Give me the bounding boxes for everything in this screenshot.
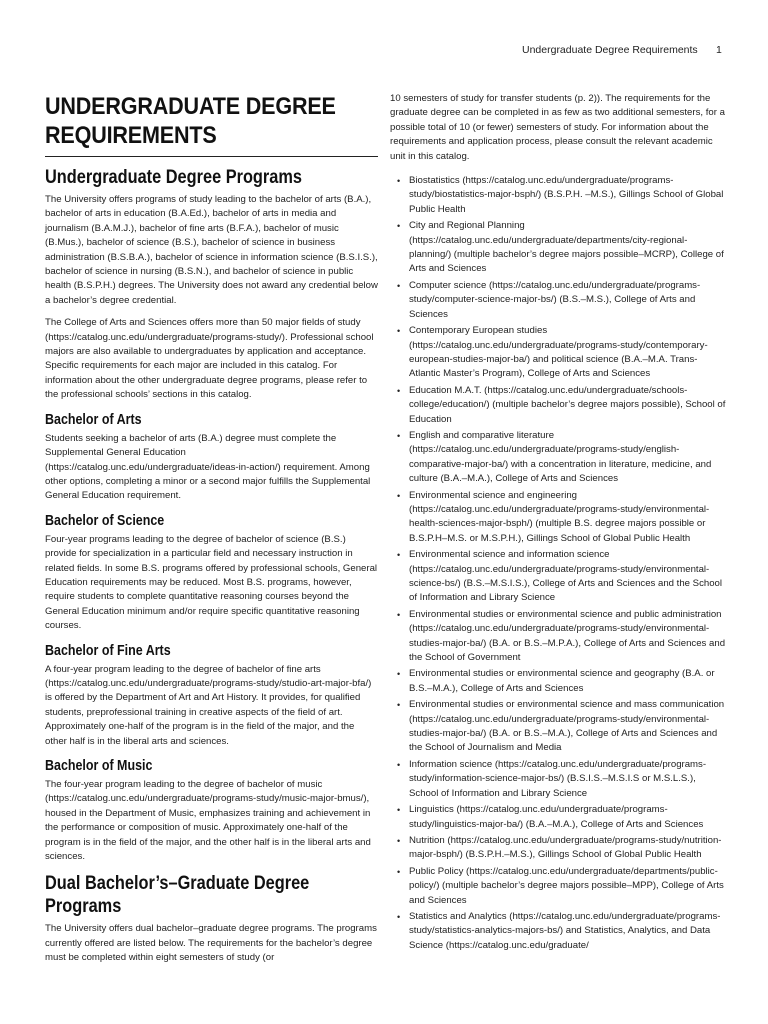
list-item [390, 174, 726, 217]
list-item [390, 910, 726, 953]
bullet-icon: • [397, 609, 401, 620]
bullet-icon: • [397, 700, 401, 711]
bullet-icon: • [397, 221, 401, 232]
list-item-text: Environmental science and engineering (https://catalog.unc.edu/undergraduate/programs-study/environmental-health-sciences-major-bsph/) (multiple B.S. degree majors possible or B.S.P.H–M.S. or M.S.P.H.), Gillings School of Global Public Health [409, 489, 710, 544]
list-item-text: Statistics and Analytics (https://catalog.unc.edu/undergraduate/programs-study/statistics-analytics-majors-bs/) and Statistics, Analytics, and Data Science (https://catalog.unc.edu/graduate/ [409, 910, 721, 951]
list-item-text: Biostatistics (https://catalog.unc.edu/undergraduate/programs-study/biostatistics-major-bsph/) (B.S.P.H. –M.S.), Gillings School of Global Public Health [409, 175, 724, 215]
list-item-text: Education M.A.T. (https://catalog.unc.edu/undergraduate/schools-college/education/) (multiple bachelor’s degree majors possible), School of Education [409, 384, 726, 425]
list-item-text: Environmental studies or environmental science and mass communication (https://catalog.unc.edu/undergraduate/programs-study/environmental-studies-major-ba/) (B.A. or B.S.–M.A.), College of Arts and Sciences and the School of Journalism and Media [409, 699, 725, 754]
list-item [390, 803, 726, 832]
list-item [390, 279, 726, 322]
list-item [390, 489, 726, 547]
list-item [390, 429, 726, 487]
bullet-icon: • [397, 430, 401, 441]
list-item [390, 667, 726, 696]
programs-paragraph-1: The University offers programs of study leading to the bachelor of arts (B.A.), bachelor of arts in education (B.A.Ed.), bachelor of arts in media and journalism (B.A.M.J.), bachelor of fine arts (B.F.A.), bachelor of music (B.Mus.), bachelor of science (B.S.), bachelor of science in business administration (B.S.B.A.), bachelor of science in information science (B.S.I.S.), bachelor of science in nursing (B.S.N.), and bachelor of science in public health (B.S.P.H.) degrees. The University does not award any credential below a bachelor’s degree credential. [45, 194, 378, 306]
list-item-text: Environmental studies or environmental science and public administration (https://catalog.unc.edu/undergraduate/programs-study/environmental-studies-major-ba/) (B.A. or B.S.–M.P.A.), College of Arts and Sciences and the School of Government [409, 608, 726, 664]
list-item-text: Computer science (https://catalog.unc.edu/undergraduate/programs-study/computer-science-major-bs/) (B.S.–M.S.), College of Arts and Sciences [409, 279, 701, 320]
list-item [390, 865, 726, 908]
bullet-icon: • [397, 911, 401, 922]
bullet-icon: • [397, 866, 401, 877]
programs-heading: Undergraduate Degree Programs [45, 167, 302, 188]
dual-degree-heading-line-2: Programs [45, 896, 122, 918]
bullet-icon: • [397, 385, 401, 396]
list-item-text: Public Policy (https://catalog.unc.edu/undergraduate/departments/public-policy/) (multiple bachelor’s degree majors possible–MPP), College of Arts and Sciences [409, 865, 724, 906]
list-item-text: City and Regional Planning (https://catalog.unc.edu/undergraduate/departments/city-regional-planning/) (multiple bachelor’s degree majors possible–MCRP), College of Arts and Sciences [409, 220, 724, 275]
running-header-title: Undergraduate Degree Requirements [522, 44, 698, 56]
bullet-icon: • [397, 759, 401, 770]
page-number: 1 [716, 44, 722, 56]
page-title-line-1: UNDERGRADUATE DEGREE [45, 93, 336, 120]
dual-degree-text: The University offers dual bachelor–graduate degree programs. The programs currently offered are listed below. The requirements for the bachelor’s degree must be completed within eight semesters of study (or [45, 923, 377, 964]
page-title-line-2: REQUIREMENTS [45, 122, 217, 149]
bachelor-of-science-text: Four-year programs leading to the degree of bachelor of science (B.S.) provide for specialization in a particular field and necessary instruction in related fields. In some B.S. programs offered by professional schools, General Education requirements may be reduced. Most B.S. programs, however, require students to complete quantitative reasoning courses beyond the General Education minimum and/or require specific quantitative reasoning courses. [45, 533, 378, 632]
bachelor-of-arts-heading: Bachelor of Arts [45, 411, 142, 428]
dual-degree-heading-line-1: Dual Bachelor’s–Graduate Degree [45, 873, 310, 895]
bachelor-of-fine-arts-heading: Bachelor of Fine Arts [45, 642, 171, 659]
dual-degree-text-continued: 10 semesters of study for transfer students (p. 2)). The requirements for the graduate degree can be completed in as few as two additional semesters, for a possible total of 10 (or fewer) semesters of study. For information about the requirements and application process, please consult the relevant academic unit in this catalog. [390, 93, 725, 162]
list-item [390, 219, 726, 277]
bullet-icon: • [397, 805, 401, 816]
bachelor-of-arts-text: Students seeking a bachelor of arts (B.A.) degree must complete the Supplemental General Education (https://catalog.unc.edu/undergraduate/ideas-in-action/) requirement. Among other options, completing a minor or a second major fulfills the Supplemental General Education requirement. [45, 432, 371, 502]
list-item [390, 324, 726, 382]
list-item-text: Environmental science and information science (https://catalog.unc.edu/undergraduate/programs-study/environmental-science-bs/) (B.S.–M.S.I.S.), College of Arts and Sciences and the School of Information and Library Science [409, 549, 723, 604]
bachelor-of-fine-arts-text: A four-year program leading to the degree of bachelor of fine arts (https://catalog.unc.edu/undergraduate/programs-study/studio-art-major-bfa/) is offered by the Department of Art and Art History. It provides, for qualified students, preprofessional training in creative aspects of the field of art. Approximately one-half of the program is in the field of the major, and the other half is in the liberal arts and sciences. [45, 663, 372, 747]
page-title [45, 92, 379, 156]
title-divider [45, 156, 378, 157]
dual-degree-program-list [390, 174, 726, 953]
dual-degree-heading [45, 872, 380, 918]
list-item [390, 384, 726, 427]
list-item-text: Nutrition (https://catalog.unc.edu/undergraduate/programs-study/nutrition-major-bsph/) (B.S.P.H.–M.S.), Gillings School of Global Public Health [409, 834, 722, 861]
bachelor-of-music-heading: Bachelor of Music [45, 758, 153, 774]
bullet-icon: • [397, 490, 401, 501]
right-column [390, 92, 726, 955]
bullet-icon: • [397, 326, 401, 337]
bullet-icon: • [397, 550, 401, 561]
bullet-icon: • [397, 280, 401, 291]
bullet-icon: • [397, 176, 401, 187]
list-item [390, 698, 726, 756]
list-item-text: Information science (https://catalog.unc.edu/undergraduate/programs-study/information-science-major-bs/) (B.S.I.S.–M.S.I.S or M.S.L.S.), School of Information and Library Science [409, 758, 707, 799]
bachelor-of-music-text: The four-year program leading to the degree of bachelor of music (https://catalog.unc.edu/undergraduate/programs-study/music-major-bmus/), housed in the Department of Music, emphasizes training and achievement in the performance or composition of music. Approximately one-half of the program is in the field of the major, and the other half is in the liberal arts and sciences. [45, 779, 371, 863]
bachelor-of-science-heading: Bachelor of Science [45, 512, 165, 529]
left-column [45, 92, 378, 966]
list-item-text: English and comparative literature (https://catalog.unc.edu/undergraduate/programs-study/english-comparative-major-ba/) with a concentration in literature, medicine, and culture (B.A.–M.A.), College of Arts and Sciences [409, 429, 712, 485]
list-item-text: Environmental studies or environmental science and geography (B.A. or B.S.–M.A.), College of Arts and Sciences [409, 668, 715, 694]
list-item-text: Contemporary European studies (https://catalog.unc.edu/undergraduate/programs-study/contemporary-european-studies-major-ba/) and political science (B.A.–M.A. Trans-Atlantic Master’s Program), College of Arts and Sciences [409, 325, 708, 380]
list-item [390, 758, 726, 801]
list-item [390, 548, 726, 606]
list-item [390, 608, 726, 666]
list-item [390, 834, 726, 863]
list-item-text: Linguistics (https://catalog.unc.edu/undergraduate/programs-study/linguistics-major-ba/) (B.A.–M.A.), College of Arts and Sciences [409, 804, 704, 830]
programs-paragraph-2: The College of Arts and Sciences offers more than 50 major fields of study (https://catalog.unc.edu/undergraduate/programs-study/). Professional school majors are also available to undergraduates by application and acceptance. Specific requirements for each major are included in this catalog. For information about the other undergraduate degree programs, please refer to the professional schools’ sections in this catalog. [45, 317, 374, 401]
bullet-icon: • [397, 669, 401, 680]
bullet-icon: • [397, 835, 401, 846]
running-header [0, 44, 768, 58]
